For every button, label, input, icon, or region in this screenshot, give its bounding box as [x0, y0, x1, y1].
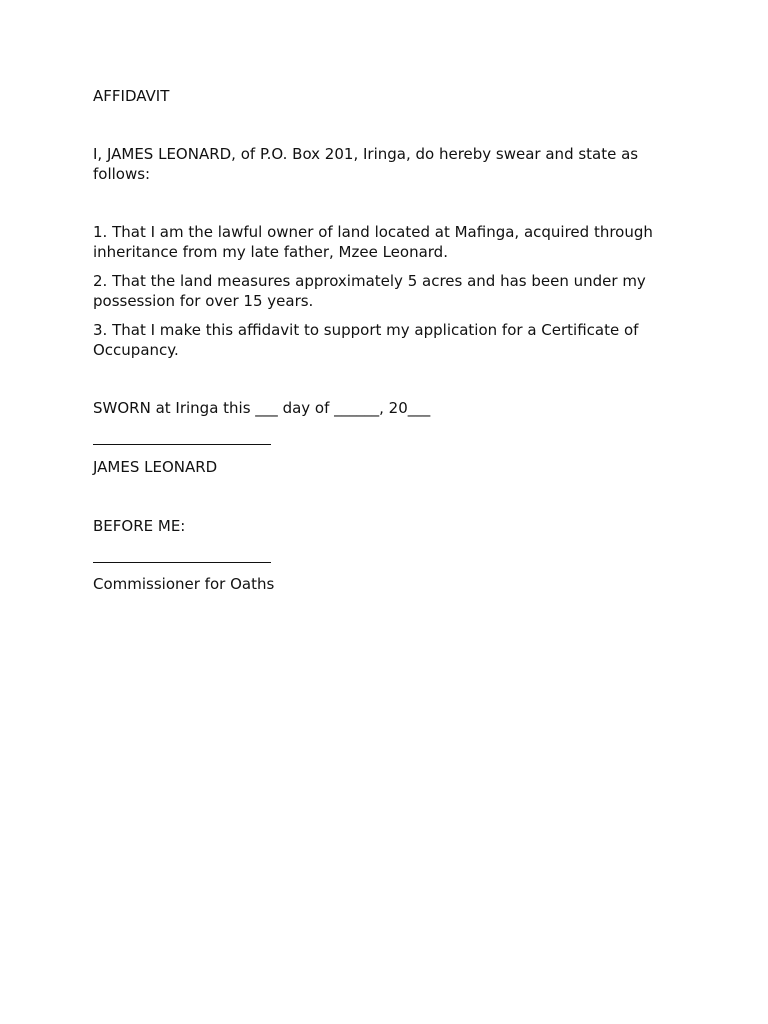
statement-2: 2. That the land measures approximately 5 acres and has been under my possession for over 15 years.	[93, 272, 646, 310]
statement-1: 1. That I am the lawful owner of land located at Mafinga, acquired through inheritance from my late father, Mzee Leonard.	[93, 223, 653, 261]
statement-3: 3. That I make this affidavit to support my application for a Certificate of Occupancy.	[93, 321, 639, 359]
deponent-name: JAMES LEONARD	[93, 458, 218, 476]
commissioner-label: Commissioner for Oaths	[93, 575, 275, 593]
sworn-line: SWORN at Iringa this ___ day of ______, 20___	[93, 399, 431, 417]
before-me-label: BEFORE ME:	[93, 517, 186, 535]
intro-paragraph: I, JAMES LEONARD, of P.O. Box 201, Iringa, do hereby swear and state as follows:	[93, 145, 639, 183]
deponent-signature-line	[93, 444, 271, 445]
commissioner-signature-line	[93, 562, 271, 563]
document-title: AFFIDAVIT	[93, 87, 170, 105]
